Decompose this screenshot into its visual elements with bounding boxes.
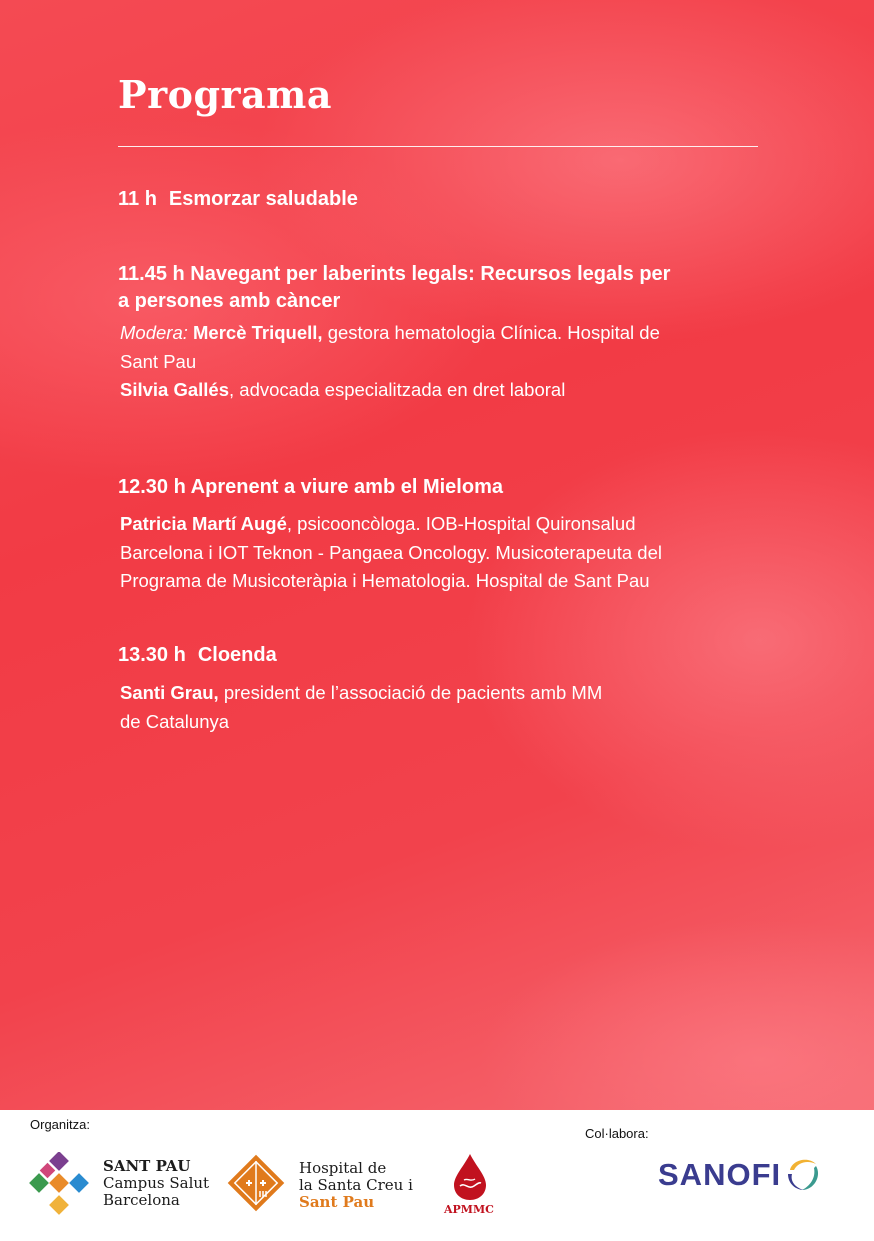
apmmc-drop-icon bbox=[450, 1152, 490, 1202]
speaker-role: gestora hematologia Clínica. Hospital de bbox=[327, 322, 660, 343]
item-esmorzar-heading bbox=[118, 186, 738, 213]
santpau-campus-logo-icon bbox=[28, 1152, 94, 1216]
item-cloenda-heading bbox=[118, 642, 738, 669]
item-title: Esmorzar saludable bbox=[168, 188, 358, 210]
item-time: 13.30 h bbox=[118, 644, 186, 666]
item-time: 11.45 h bbox=[118, 263, 185, 285]
speaker-role: , psicooncòloga. IOB-Hospital Quironsalud bbox=[286, 513, 636, 534]
item-time: 12.30 h bbox=[118, 476, 186, 498]
speaker-name: Patricia Martí Augé bbox=[120, 513, 287, 534]
item-title: Aprenent a viure amb el Mieloma bbox=[190, 476, 503, 498]
hospital-santpau-logo-text: Hospital de la Santa Creu i Sant Pau bbox=[299, 1159, 413, 1211]
item-mieloma-speakers bbox=[120, 510, 750, 596]
item-laberints-speakers bbox=[120, 319, 750, 405]
page-title: Programa bbox=[118, 72, 332, 117]
item-title-cont: a persones amb càncer bbox=[118, 290, 341, 312]
title-divider bbox=[118, 146, 758, 147]
speaker-name: Mercè Triquell, bbox=[193, 322, 323, 343]
item-cloenda-speakers bbox=[120, 679, 750, 736]
organitza-label: Organitza: bbox=[30, 1117, 90, 1132]
santpau-campus-logo-text: SANT PAU Campus Salut Barcelona bbox=[103, 1157, 210, 1209]
item-time: 11 h bbox=[118, 188, 157, 210]
hospital-santpau-shield-icon bbox=[224, 1151, 288, 1215]
sanofi-logo-text: SANOFI bbox=[658, 1157, 782, 1192]
sanofi-swirl-icon bbox=[784, 1156, 822, 1192]
item-title: Cloenda bbox=[197, 644, 277, 666]
collabora-label: Col·labora: bbox=[585, 1126, 649, 1141]
speaker-role-line2: Barcelona i IOT Teknon - Pangaea Oncology. Musicoterapeuta del bbox=[120, 541, 662, 563]
speaker-role: , advocada especialitzada en dret laboral bbox=[229, 379, 566, 400]
speaker-role-line2: de Catalunya bbox=[120, 710, 230, 732]
speaker-role-line3: Programa de Musicoteràpia i Hematologia. Hospital de Sant Pau bbox=[120, 570, 650, 591]
item-title: Navegant per laberints legals: Recursos legals per bbox=[190, 263, 671, 285]
speaker-name: Santi Grau, bbox=[120, 682, 219, 703]
moderator-label: Modera: bbox=[120, 322, 188, 343]
apmmc-logo-text: APMMC bbox=[444, 1203, 494, 1216]
speaker-name: Silvia Gallés bbox=[120, 379, 230, 400]
item-laberints-heading bbox=[118, 261, 738, 315]
speaker-role-cont: Sant Pau bbox=[120, 350, 197, 372]
item-mieloma-heading bbox=[118, 474, 738, 501]
speaker-role: president de l’associació de pacients amb MM bbox=[223, 682, 603, 703]
